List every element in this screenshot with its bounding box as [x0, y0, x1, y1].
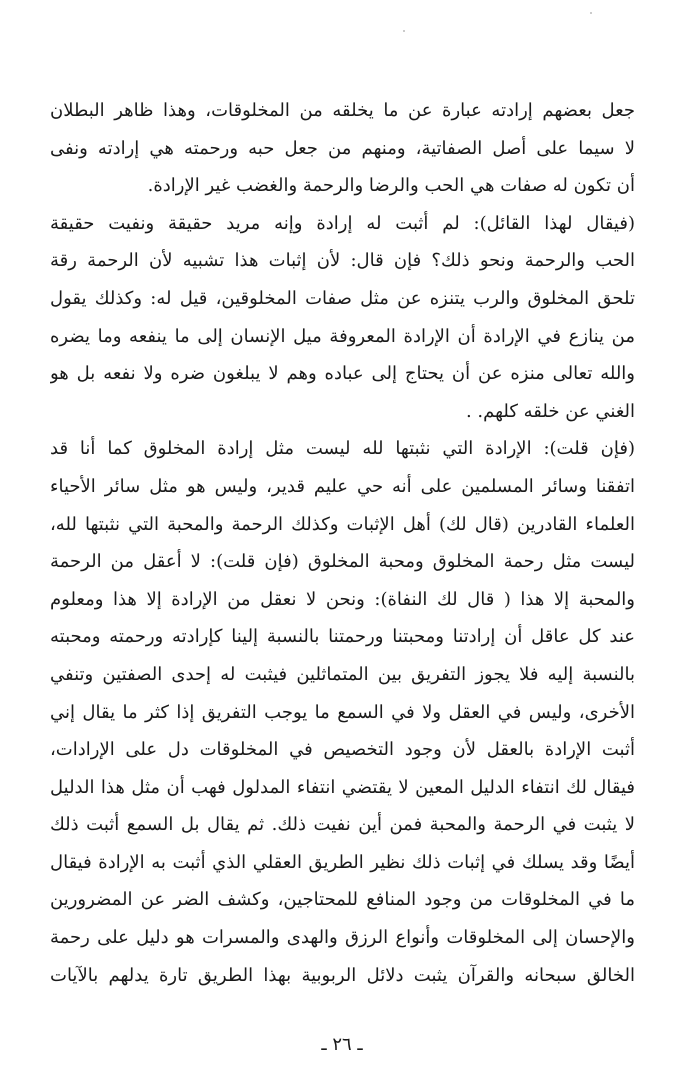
text-line: أن تكون له صفات هي الحب والرضا والرحمة والغضب غير الإرادة.	[147, 175, 635, 197]
text-line: الخالق سبحانه والقرآن يثبت دلائل الربوبية بهذا الطريق تارة يدلهم بالآيات	[50, 964, 635, 986]
text-line: (فيقال لهذا القائل): لم أثبت له إرادة وإنه مريد حقيقة ونفيت حقيقة	[50, 212, 635, 234]
text-line: الحب والرحمة ونحو ذلك؟ فإن قال: لأن إثبات هذا تشبيه لأن الرحمة رقة	[50, 250, 635, 272]
scan-speck	[590, 12, 592, 14]
page-number: ـ ٢٦ ـ	[321, 1034, 363, 1055]
scan-speck	[403, 30, 405, 32]
text-line: اتفقنا وسائر المسلمين على أنه حي عليم قدير، وليس هو مثل سائر الأحياء	[50, 475, 635, 497]
text-line: الأخرى، وليس في العقل ولا في السمع ما يوجب التفريق إذا كثر ما يقال إني	[50, 701, 635, 723]
text-line: جعل بعضهم إرادته عبارة عن ما يخلقه من المخلوقات، وهذا ظاهر البطلان	[50, 100, 635, 121]
text-line: تلحق المخلوق والرب يتنزه عن مثل صفات المخلوقين، قيل له: وكذلك يقول	[50, 287, 635, 309]
text-line: عند كل عاقل أن إرادتنا ومحبتنا ورحمتنا بالنسبة إلينا كإرادته ورحمته ومحبته	[50, 626, 635, 648]
text-line: والله تعالى منزه عن أن يحتاج إلى عباده وهم لا يبلغون ضره ولا نفعه بل هو	[50, 363, 635, 385]
text-line: ليست مثل رحمة المخلوق ومحبة المخلوق (فإن قلت): لا أعقل من الرحمة	[50, 551, 635, 573]
text-line: لا يثبت في الرحمة والمحبة فمن أين نفيت ذلك. ثم يقال بل السمع أثبت ذلك	[50, 814, 635, 836]
text-line: الغني عن خلقه كلهم. .	[465, 400, 635, 422]
text-line: والإحسان إلى المخلوقات وأنواع الرزق والهدى والمسرات هو دليل على رحمة	[50, 927, 635, 949]
body-text	[50, 92, 635, 994]
text-line: أثبت الإرادة بالعقل لأن وجود التخصيص في المخلوقات دل على الإرادات،	[50, 739, 635, 761]
text-line: فيقال لك انتفاء الدليل المعين لا يقتضي انتفاء المدلول فهب أن مثل هذا الدليل	[50, 776, 635, 798]
text-line: (فإن قلت): الإرادة التي نثبتها لله ليست مثل إرادة المخلوق كما أنا قد	[50, 438, 635, 460]
text-line: العلماء القادرين (قال لك) أهل الإثبات وكذلك الرحمة والمحبة التي نثبتها لله،	[50, 513, 635, 535]
text-line: أيضًا وقد يسلك في إثبات ذلك نظير الطريق العقلي الذي أثبت به الإرادة فيقال	[50, 851, 635, 873]
text-line: بالنسبة إليه فلا يجوز التفريق بين المتماثلين فيثبت له إحدى الصفتين وتنفي	[50, 663, 635, 685]
text-line: والمحبة إلا هذا ( قال لك النفاة): ونحن لا نعقل من الإرادة إلا هذا ومعلوم	[50, 588, 635, 610]
text-line: من ينازع في الإرادة أن الإرادة المعروفة ميل الإنسان إلى ما ينفعه وما يضره	[50, 325, 635, 347]
text-line: ما في المخلوقات من وجود المنافع للمحتاجين، وكشف الضر عن المضرورين	[50, 889, 635, 911]
text-line: لا سيما على أصل الصفاتية، ومنهم من جعل حبه ورحمته هي إرادته ونفى	[50, 137, 635, 159]
